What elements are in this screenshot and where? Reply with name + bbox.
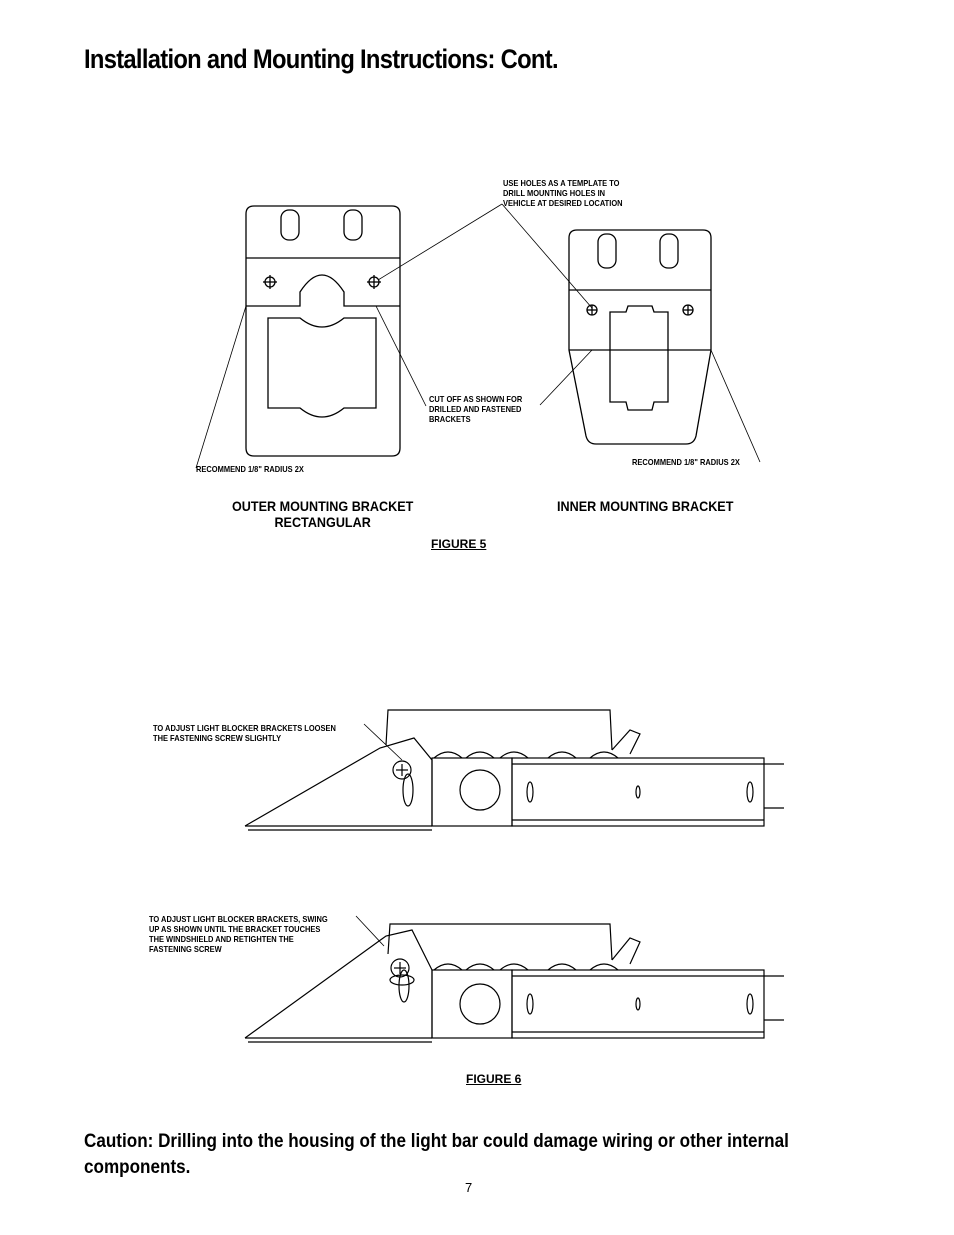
label-line: VEHICLE AT DESIRED LOCATION	[503, 198, 623, 208]
caption-line: RECTANGULAR	[274, 514, 371, 530]
radius-label-left: RECOMMEND 1/8" RADIUS 2X	[196, 464, 304, 474]
inner-bracket-caption: INNER MOUNTING BRACKET	[557, 498, 734, 514]
label-line: CUT OFF AS SHOWN FOR	[429, 394, 523, 404]
loosen-screw-label	[153, 723, 336, 743]
label-line: UP AS SHOWN UNTIL THE BRACKET TOUCHES	[149, 924, 321, 934]
label-line: TO ADJUST LIGHT BLOCKER BRACKETS, SWING	[149, 914, 328, 924]
label-line: THE FASTENING SCREW SLIGHTLY	[153, 733, 282, 743]
caption-line: OUTER MOUNTING BRACKET	[232, 498, 414, 514]
page-title: Installation and Mounting Instructions: Cont.	[84, 44, 558, 74]
label-line: DRILL MOUNTING HOLES IN	[503, 188, 606, 198]
label-line: USE HOLES AS A TEMPLATE TO	[503, 178, 620, 188]
caution-note: Caution: Drilling into the housing of the light bar could damage wiring or other internal components.	[84, 1131, 789, 1178]
label-line: FASTENING SCREW	[149, 944, 222, 954]
figure-5-label: FIGURE 5	[431, 537, 487, 551]
figure-6-label: FIGURE 6	[466, 1072, 522, 1086]
label-line: DRILLED AND FASTENED	[429, 404, 522, 414]
swing-bracket-label	[149, 914, 328, 954]
page-number: 7	[465, 1180, 473, 1195]
label-line: TO ADJUST LIGHT BLOCKER BRACKETS LOOSEN	[153, 723, 336, 733]
radius-label-right: RECOMMEND 1/8" RADIUS 2X	[632, 457, 740, 467]
label-line: BRACKETS	[429, 414, 471, 424]
label-line: THE WINDSHIELD AND RETIGHTEN THE	[149, 934, 294, 944]
